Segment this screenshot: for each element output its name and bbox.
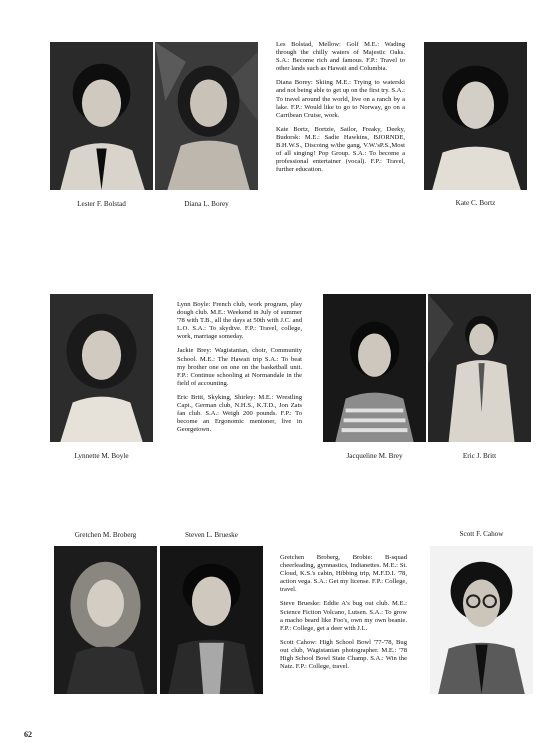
bio-steve-brueske: Steve Brueske: Eddie A's bug out club. M.E.: Science Fiction Volcano, Lutsen. S.A.: To grow a macho beard like Foo's, own my own beanie. F.P.: College, get a deer with J.L. bbox=[280, 600, 407, 632]
page-number: 62 bbox=[24, 730, 32, 739]
portrait-scott-cahow bbox=[430, 546, 533, 694]
portrait-eric-britt bbox=[428, 294, 531, 442]
portrait-diana-borey bbox=[155, 42, 258, 190]
bio-scott-cahow: Scott Cahow: High School Bowl '77-'78, Bug out club, Wagistanian photographer. M.E.: '78 High School Bowl State Champ. S.A.: Win the Natz. F.P.: College, travel. bbox=[280, 638, 407, 671]
portrait-steven-brueske bbox=[160, 546, 263, 694]
bio-lester-bolstad: Les Bolstad, Mellow: Golf M.E.: Wading through the chilly waters of Majestic Oaks. S.A.: Become rich and famous. F.P.: Travel to other lands such as Hawaii and Columbia. bbox=[276, 41, 405, 73]
name-lester-bolstad: Lester F. Bolstad bbox=[77, 200, 126, 208]
name-steven-brueske: Steven L. Brueske bbox=[185, 531, 238, 539]
portrait-gretchen-broberg bbox=[54, 546, 157, 694]
bio-gretchen-broberg: Gretchen Broberg, Brobie: B-squad cheerleading, gymnastics, Indianettes. M.E.: St. Cloud, K.S.'s cabin, Hibbing trip, M.F.D.I. '78, action vega. S.A.: Get my license. F.P.: College, travel. bbox=[280, 554, 407, 594]
name-kate-bortz: Kate C. Bortz bbox=[455, 199, 496, 207]
portrait-lester-bolstad bbox=[50, 42, 153, 190]
bio-kate-bortz: Kate Bortz, Bortzie, Sailor, Freaky, Deeky, Budorsk: M.E.: Sadie Hawkins, BJORNDE, B.H.W.S., Discoing w/the gang, V.W.'sP.S.,Most of all singing! Pop Group. S.A.: To become a professional entertainer (vocal). F.P.: Travel, further education. bbox=[276, 125, 405, 174]
bio-lynn-boyle: Lynn Boyle: French club, work program, play dough club. M.E.: Weekend in July of summer '78 with T.B., all the days at 50th with J.C. and L.O. S.A.: To skydive. F.P.: Travel, college, work, marriage someday. bbox=[177, 301, 302, 341]
bio-block-3 bbox=[280, 554, 407, 677]
portrait-jacqueline-brey bbox=[323, 294, 426, 442]
name-diana-borey: Diana L. Borey bbox=[184, 200, 229, 208]
name-scott-cahow: Scott F. Cahow bbox=[459, 530, 504, 538]
name-lynnette-boyle: Lynnette M. Boyle bbox=[74, 452, 129, 460]
portrait-lynnette-boyle bbox=[50, 294, 153, 442]
name-jacqueline-brey: Jacqueline M. Brey bbox=[346, 452, 403, 460]
bio-block-1 bbox=[276, 41, 405, 180]
bio-diana-borey: Diana Borey: Skiing M.E.: Trying to waterski and not being able to get up on the first try. S.A.: To travel around the world, live on a ranch by a lake. F.P.: Would like to go to Norway, go on a Carribean Cruise, work. bbox=[276, 79, 405, 119]
bio-jackie-brey: Jackie Brey: Wagistanian, choir, Community School. M.E.: The Hawaii trip S.A.: To beat my brother one on one on the basketball unit. F.P.: Continue schooling at Normandale in the field of accounting. bbox=[177, 347, 302, 387]
bio-block-2 bbox=[177, 301, 302, 440]
bio-eric-britt: Eric Britt, Skyking, Shirley: M.E.: Wrestling Capt., German club, N.H.S., K.T.D., Jon Zats fan club. S.A.: Weigh 200 pounds. F.P.: To become an Ergonomic mentoner, live in Georgetown. bbox=[177, 393, 302, 434]
portrait-kate-bortz bbox=[424, 42, 527, 190]
name-gretchen-broberg: Gretchen M. Broberg bbox=[74, 531, 137, 539]
name-eric-britt: Eric J. Britt bbox=[462, 452, 497, 460]
